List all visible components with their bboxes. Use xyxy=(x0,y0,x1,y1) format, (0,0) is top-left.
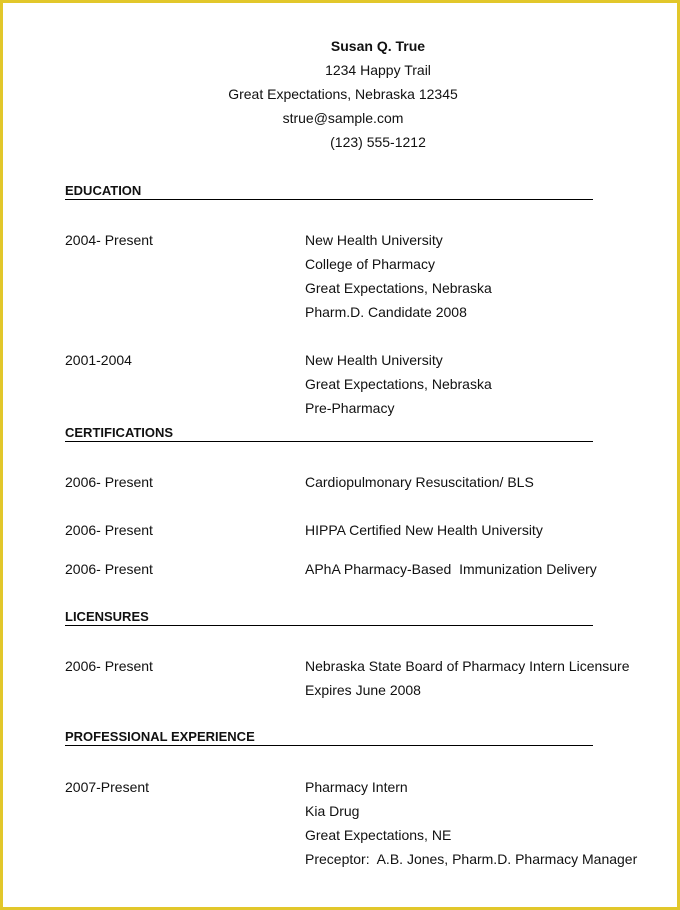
phone-number: (123) 555-1212 xyxy=(330,134,426,150)
certifications-heading: CERTIFICATIONS xyxy=(65,425,593,442)
city-state-zip: Great Expectations, Nebraska 12345 xyxy=(228,86,458,102)
certification-1: Cardiopulmonary Resuscitation/ BLS xyxy=(305,474,534,490)
street-address: 1234 Happy Trail xyxy=(325,62,431,78)
education-date-1: 2004- Present xyxy=(65,232,153,248)
certification-2: HIPPA Certified New Health University xyxy=(305,522,543,538)
education-2-line-3: Pre-Pharmacy xyxy=(305,400,395,416)
licensures-heading: LICENSURES xyxy=(65,609,593,626)
certification-3: APhA Pharmacy-Based Immunization Delivery xyxy=(305,561,597,577)
education-1-line-4: Pharm.D. Candidate 2008 xyxy=(305,304,467,320)
certification-date-1: 2006- Present xyxy=(65,474,153,490)
licensure-1-line-1: Nebraska State Board of Pharmacy Intern Licensure xyxy=(305,658,630,674)
experience-1-line-1: Pharmacy Intern xyxy=(305,779,408,795)
education-2-line-2: Great Expectations, Nebraska xyxy=(305,376,492,392)
education-2-line-1: New Health University xyxy=(305,352,443,368)
experience-date-1: 2007-Present xyxy=(65,779,150,795)
experience-1-line-3: Great Expectations, NE xyxy=(305,827,452,843)
experience-1-line-2: Kia Drug xyxy=(305,803,360,819)
licensure-1-line-2: Expires June 2008 xyxy=(305,682,421,698)
resume-name: Susan Q. True xyxy=(330,38,426,54)
email-address: strue@sample.com xyxy=(282,110,404,126)
experience-1-line-4: Preceptor: A.B. Jones, Pharm.D. Pharmacy Manager xyxy=(305,851,638,867)
certification-date-2: 2006- Present xyxy=(65,522,153,538)
certification-date-3: 2006- Present xyxy=(65,561,153,577)
education-date-2: 2001-2004 xyxy=(65,352,132,368)
education-1-line-1: New Health University xyxy=(305,232,443,248)
education-1-line-2: College of Pharmacy xyxy=(305,256,435,272)
education-1-line-3: Great Expectations, Nebraska xyxy=(305,280,492,296)
experience-heading: PROFESSIONAL EXPERIENCE xyxy=(65,729,593,746)
education-heading: EDUCATION xyxy=(65,183,593,200)
licensure-date-1: 2006- Present xyxy=(65,658,153,674)
